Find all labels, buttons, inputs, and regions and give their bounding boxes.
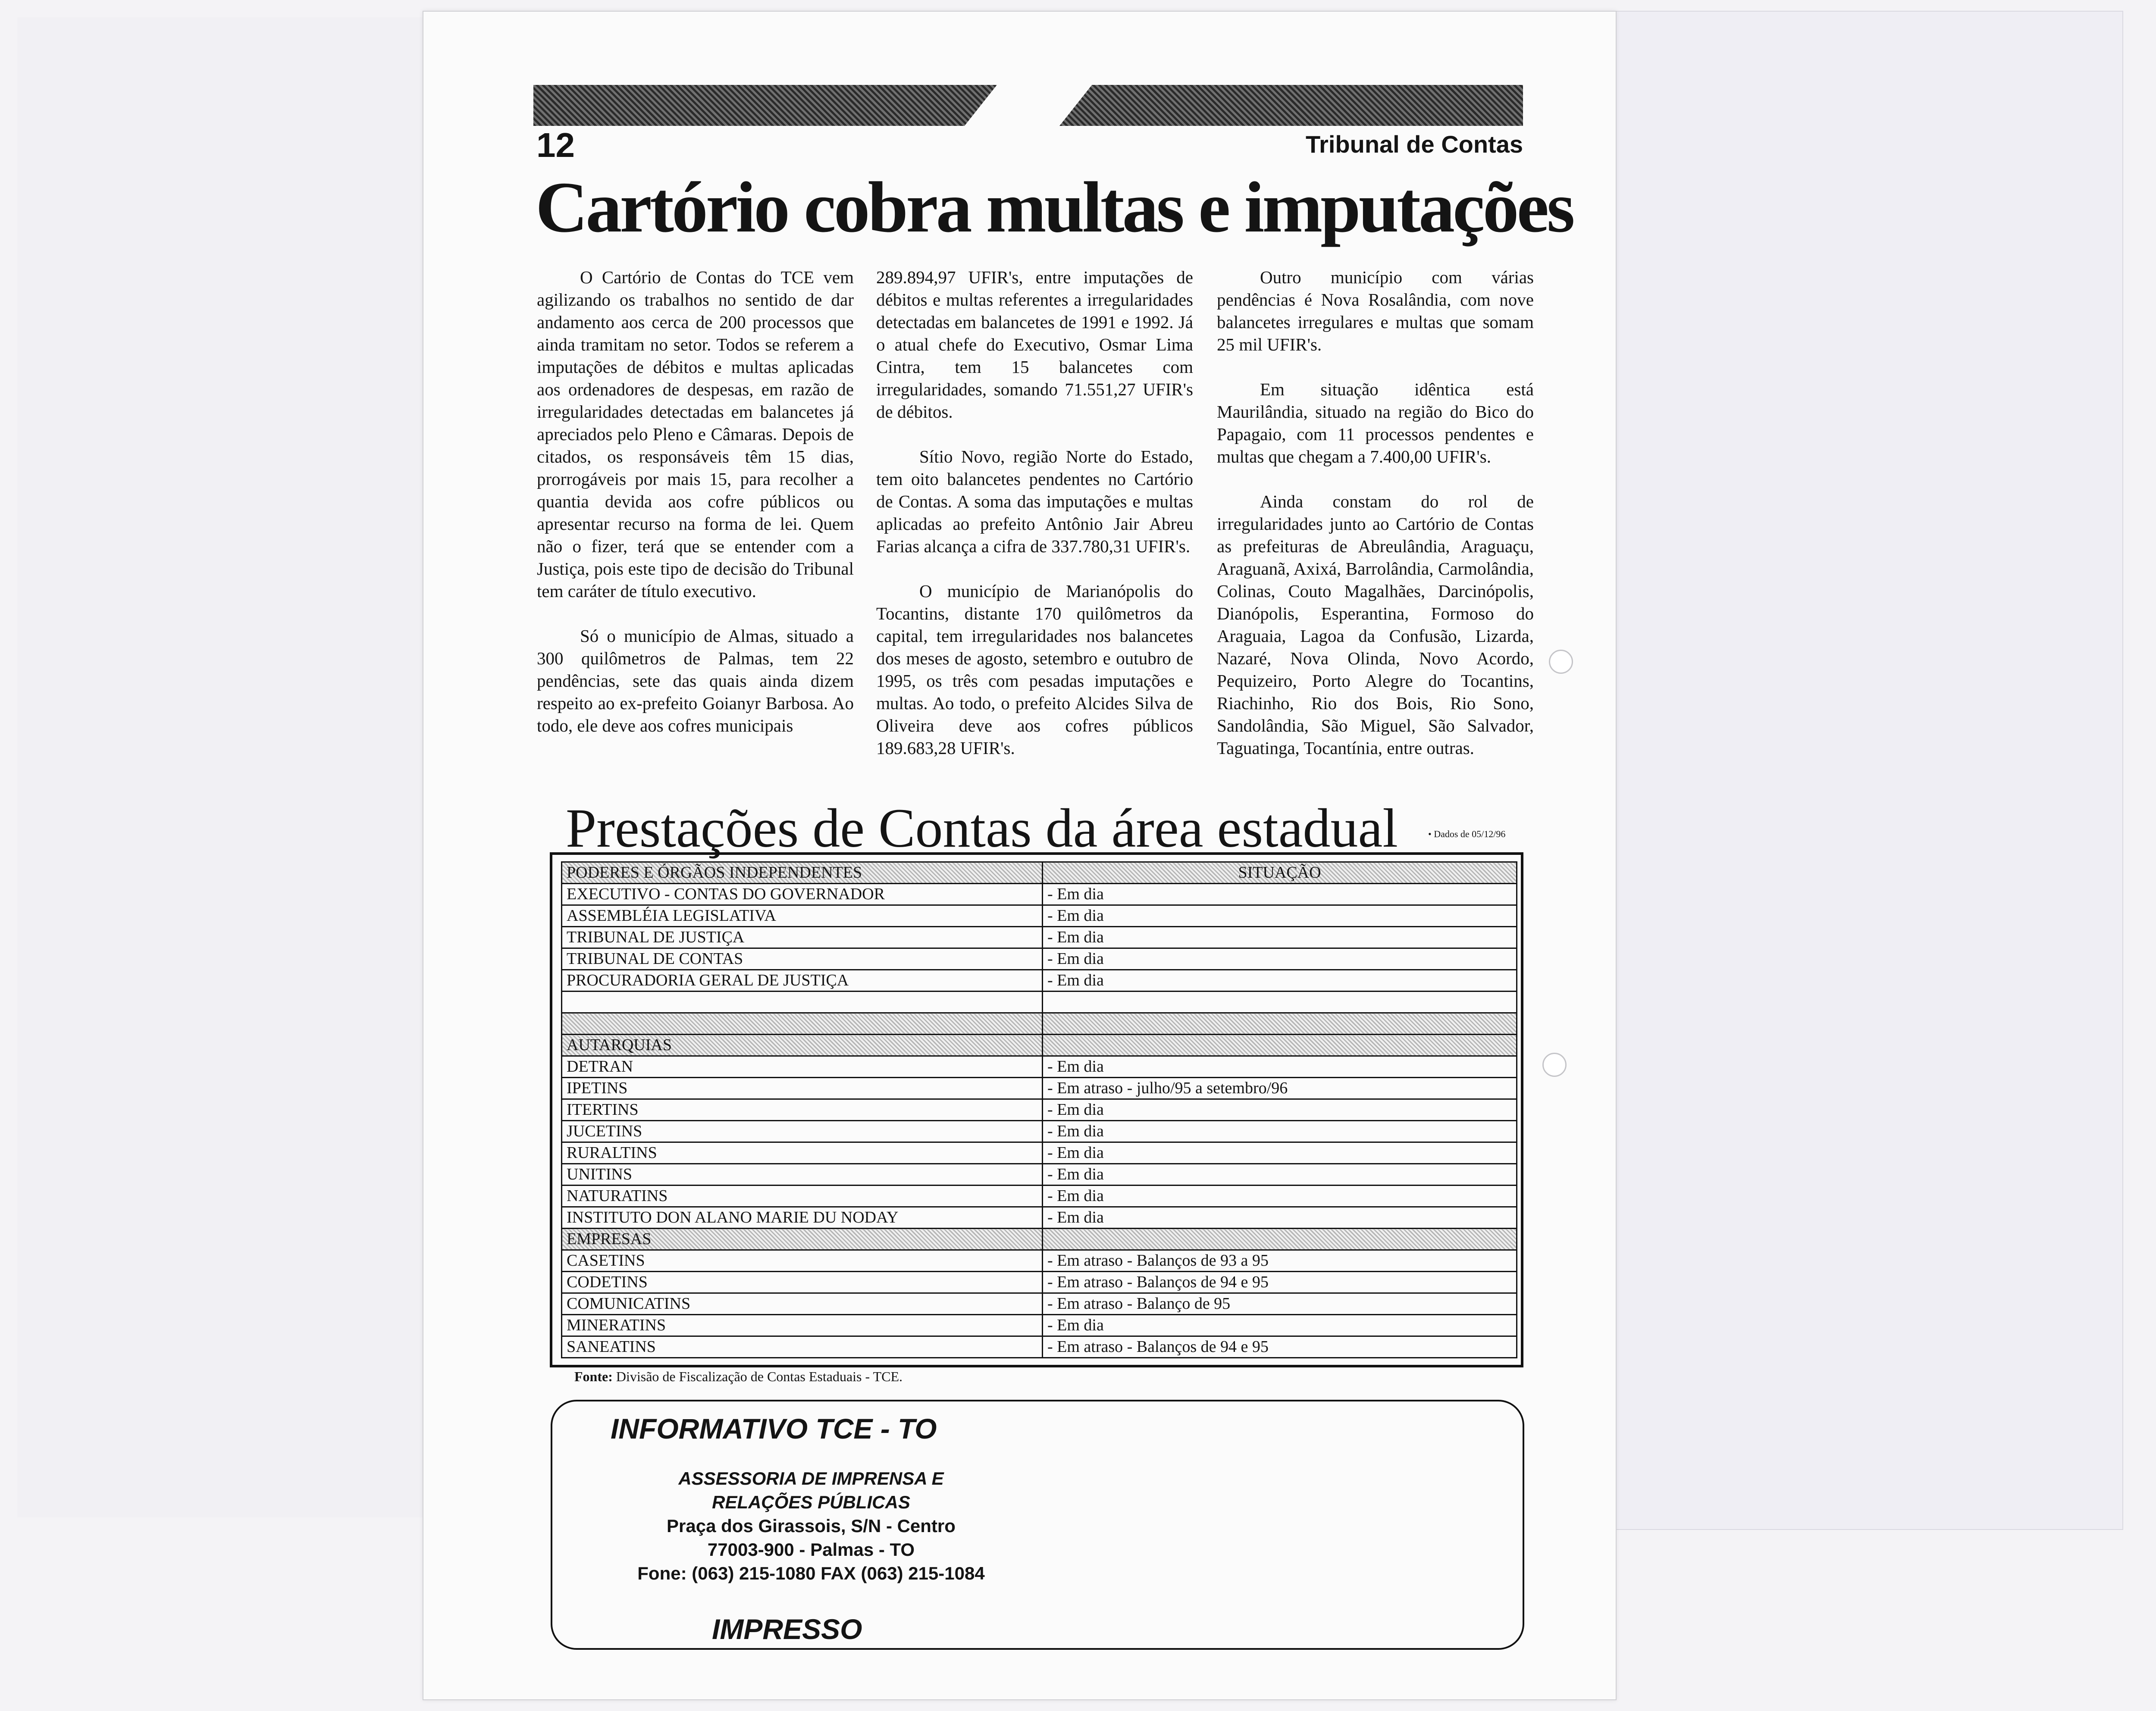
table-separator-row [562, 1013, 1517, 1035]
status-cell: - Em atraso - julho/95 a setembro/96 [1043, 1078, 1517, 1099]
status-cell: - Em dia [1043, 1121, 1517, 1142]
entity-name-cell: ASSEMBLÉIA LEGISLATIVA [562, 905, 1043, 927]
status-cell: - Em dia [1043, 927, 1517, 948]
article-paragraph: O Cartório de Contas do TCE vem agilizando os trabalhos no sentido de dar andamento aos cerca de 200 processos que ainda tramitam no setor. Todos se referem a imputações de débitos e multas aplicadas aos ordenadores de despesas, em razão de irregularidades detectadas em balancetes já apreciados pelo Pleno e Câmaras. Depois de citados, os responsáveis têm 15 dias, prorrogáveis por mais 15, para recolher a quantia devida aos cofre públicos ou apresentar recurso na forma de lei. Quem não o fizer, terá que se entender com a Justiça, pois este tipo de decisão do Tribunal tem caráter de título executivo. [537, 267, 854, 601]
article-paragraph: 289.894,97 UFIR's, entre imputações de débitos e multas referentes a irregularidades detectadas em balancetes de 1991 e 1992. Já o atual chefe do Executivo, Osmar Lima Cintra, tem 15 balancetes com irregularidades, somando 71.551,27 UFIR's de débitos. [876, 267, 1193, 422]
status-cell: - Em dia [1043, 1164, 1517, 1186]
status-table [561, 861, 1517, 1358]
entity-name-cell: CASETINS [562, 1250, 1043, 1272]
article-paragraph: O município de Marianópolis do Tocantins, distante 170 quilômetros da capital, tem irregularidades nos balancetes dos meses de agosto, setembro e outubro de 1995, os três com pesadas imputações e multas. Ao todo, o prefeito Alcides Silva de Oliveira deve aos cofres públicos 189.683,28 UFIR's. [876, 581, 1193, 758]
table-row [562, 884, 1517, 905]
status-table-header-row [562, 862, 1517, 884]
info-address-line-2: 77003-900 - Palmas - TO [707, 1539, 915, 1560]
article-column-3 [1217, 266, 1534, 782]
section-name: Tribunal de Contas [1305, 131, 1523, 158]
table-row [562, 905, 1517, 927]
info-dept-line-1: ASSESSORIA DE IMPRENSA E [678, 1468, 944, 1489]
entity-name-cell: ITERTINS [562, 1099, 1043, 1121]
table-row [562, 1250, 1517, 1272]
entity-name-cell: UNITINS [562, 1164, 1043, 1186]
background-sheet-right [1608, 11, 2123, 1530]
entity-name-cell: MINERATINS [562, 1315, 1043, 1336]
article-paragraph: Ainda constam do rol de irregularidades junto ao Cartório de Contas as prefeituras de Abreulândia, Araguaçu, Araguanã, Axixá, Barrolândia, Carmolândia, Colinas, Couto Magalhães, Darcinópolis, Dianópolis, Esperantina, Formoso do Araguaia, Lagoa da Confusão, Lizarda, Nazaré, Nova Olinda, Novo Acordo, Pequizeiro, Porto Alegre do Tocantins, Riachinho, Rio dos Bois, Rio Sono, Sandolândia, São Miguel, São Salvador, Taguatinga, Tocantínia, entre outras. [1217, 491, 1534, 758]
info-dept-line-2: RELAÇÕES PÚBLICAS [712, 1492, 910, 1512]
info-title: INFORMATIVO TCE - TO [611, 1413, 937, 1445]
table-source [574, 1369, 903, 1385]
status-cell: - Em dia [1043, 1315, 1517, 1336]
info-phone: Fone: (063) 215-1080 FAX (063) 215-1084 [637, 1563, 985, 1583]
entity-name-cell: CODETINS [562, 1272, 1043, 1293]
status-cell: - Em dia [1043, 970, 1517, 992]
status-table-title: Prestações de Contas da área estadual [566, 798, 1398, 859]
status-cell: - Em dia [1043, 1207, 1517, 1229]
table-row [562, 1078, 1517, 1099]
table-row [562, 1186, 1517, 1207]
entity-name-cell: INSTITUTO DON ALANO MARIE DU NODAY [562, 1207, 1043, 1229]
table-row [562, 1315, 1517, 1336]
entity-name-cell: DETRAN [562, 1056, 1043, 1078]
status-cell: - Em dia [1043, 884, 1517, 905]
article-paragraph: Outro município com várias pendências é Nova Rosalândia, com nove balancetes irregulares e multas que somam 25 mil UFIR's. [1217, 267, 1534, 354]
section-label [562, 1013, 1043, 1035]
punch-hole [1542, 1053, 1567, 1077]
publication-info-box [551, 1400, 1524, 1650]
newspaper-page [423, 11, 1617, 1700]
table-row [562, 1164, 1517, 1186]
entity-name-cell: RURALTINS [562, 1142, 1043, 1164]
status-cell [1043, 992, 1517, 1013]
punch-hole [1549, 650, 1573, 674]
table-row [562, 1336, 1517, 1358]
status-cell: - Em atraso - Balanços de 94 e 95 [1043, 1272, 1517, 1293]
table-row [562, 1142, 1517, 1164]
source-text: Divisão de Fiscalização de Contas Estaduais - TCE. [612, 1369, 903, 1384]
info-stamp: IMPRESSO [712, 1613, 862, 1645]
entity-name-cell: IPETINS [562, 1078, 1043, 1099]
status-cell: - Em atraso - Balanço de 95 [1043, 1293, 1517, 1315]
table-row [562, 948, 1517, 970]
table-row [562, 1272, 1517, 1293]
article-paragraph: Em situação idêntica está Maurilândia, situado na região do Bico do Papagaio, com 11 processos pendentes e multas que chegam a 7.400,00 UFIR's. [1217, 379, 1534, 466]
article-column-1 [537, 266, 854, 759]
table-row [562, 1207, 1517, 1229]
header-decorative-bar-left [533, 85, 997, 126]
page-number: 12 [536, 126, 575, 164]
article-paragraph: Sítio Novo, região Norte do Estado, tem oito balancetes pendentes no Cartório de Contas. A soma das imputações e multas aplicadas ao prefeito Antônio Jair Abreu Farias alcança a cifra de 337.780,31 UFIR's. [876, 447, 1193, 556]
entity-name-cell: SANEATINS [562, 1336, 1043, 1358]
entity-name-cell: TRIBUNAL DE JUSTIÇA [562, 927, 1043, 948]
status-table-date-note: • Dados de 05/12/96 [1428, 829, 1506, 839]
section-fill [1043, 1229, 1517, 1250]
entity-name-cell: COMUNICATINS [562, 1293, 1043, 1315]
status-cell: - Em dia [1043, 1056, 1517, 1078]
table-row [562, 970, 1517, 992]
header-decorative-bar-right [1059, 85, 1523, 126]
status-cell: - Em dia [1043, 905, 1517, 927]
article-headline: Cartório cobra multas e imputações [536, 167, 1573, 247]
section-fill [1043, 1035, 1517, 1056]
info-address-line-1: Praça dos Girassois, S/N - Centro [667, 1516, 956, 1536]
section-header-empresas [562, 1229, 1517, 1250]
source-label: Fonte: [574, 1369, 613, 1384]
status-cell: - Em dia [1043, 1099, 1517, 1121]
background-sheet-left [17, 17, 454, 1517]
entity-name-cell: NATURATINS [562, 1186, 1043, 1207]
section-label: AUTARQUIAS [562, 1035, 1043, 1056]
entity-name-cell: EXECUTIVO - CONTAS DO GOVERNADOR [562, 884, 1043, 905]
table-row [562, 1056, 1517, 1078]
header-situacao: SITUAÇÃO [1043, 862, 1517, 884]
table-blank-row [562, 992, 1517, 1013]
article-column-2 [876, 266, 1193, 782]
header-poderes: PODERES E ÓRGÃOS INDEPENDENTES [562, 862, 1043, 884]
entity-name-cell: JUCETINS [562, 1121, 1043, 1142]
article-paragraph: Só o município de Almas, situado a 300 quilômetros de Palmas, tem 22 pendências, sete das quais ainda dizem respeito ao ex-prefeito Goianyr Barbosa. Ao todo, ele deve aos cofres municipais [537, 626, 854, 735]
status-cell: - Em dia [1043, 1142, 1517, 1164]
entity-name-cell: TRIBUNAL DE CONTAS [562, 948, 1043, 970]
entity-name-cell: PROCURADORIA GERAL DE JUSTIÇA [562, 970, 1043, 992]
status-cell: - Em dia [1043, 1186, 1517, 1207]
status-cell: - Em atraso - Balanços de 93 a 95 [1043, 1250, 1517, 1272]
status-table-frame [550, 852, 1523, 1367]
table-row [562, 1121, 1517, 1142]
table-row [562, 1293, 1517, 1315]
status-cell: - Em dia [1043, 948, 1517, 970]
section-header-autarquias [562, 1035, 1517, 1056]
section-fill [1043, 1013, 1517, 1035]
entity-name-cell [562, 992, 1043, 1013]
status-cell: - Em atraso - Balanços de 94 e 95 [1043, 1336, 1517, 1358]
section-label: EMPRESAS [562, 1229, 1043, 1250]
table-row [562, 927, 1517, 948]
table-row [562, 1099, 1517, 1121]
